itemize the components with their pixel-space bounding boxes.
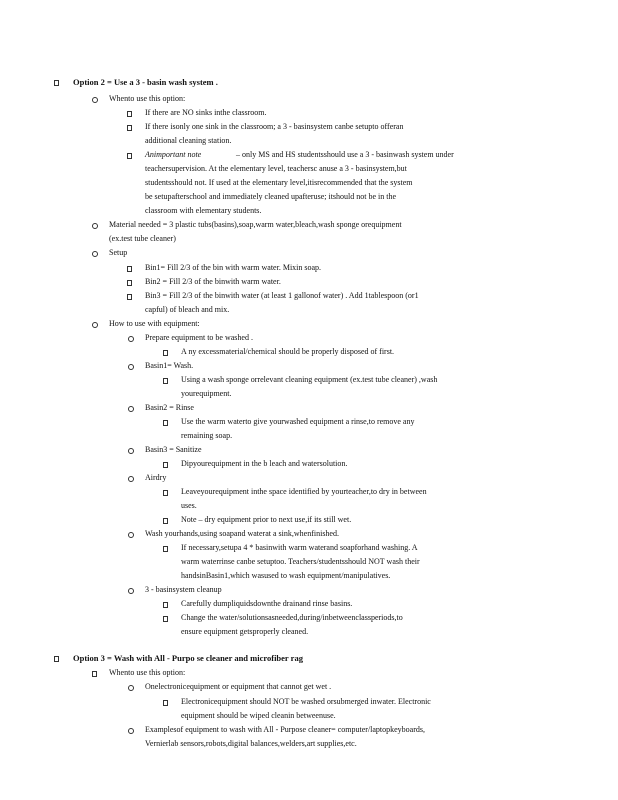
step-detail-text: Dipyourequipment in the b leach and watersolution. — [181, 459, 348, 468]
setup-item-text: Bin2 = Fill 2/3 of the binwith warm water. — [145, 277, 281, 286]
square-bullet-icon — [163, 349, 168, 359]
step-detail-text: Use the warm waterto give yourwashed equipment a rinse,to remove any — [181, 417, 415, 426]
step-label: Prepare equipment to be washed . — [145, 333, 253, 342]
step-label: Basin3 = Sanitize — [145, 445, 202, 454]
option-bullet-icon — [54, 655, 59, 665]
step-detail-text: uses. — [181, 501, 197, 510]
step-detail-text: handsinBasin1,which wasused to wash equipment/manipulatives. — [181, 571, 391, 580]
square-bullet-icon — [127, 110, 132, 120]
step-detail-text: A ny excessmaterial/chemical should be properly disposed of first. — [181, 347, 395, 356]
point-detail-text: equipment should be wiped cleanin betweenuse. — [181, 711, 336, 720]
when-to-use-label: Whento use this option: — [109, 668, 186, 677]
step-detail-text: yourequipment. — [181, 389, 232, 398]
square-bullet-icon — [163, 461, 168, 471]
step-detail-text: If necessary,setupa 4 * basinwith warm waterand soapforhand washing. A — [181, 543, 418, 552]
when-item-text: If there isonly one sink in the classroom; a 3 - basinsystem canbe setupto offeran — [145, 122, 404, 131]
important-note-label: Animportant note — [145, 150, 202, 159]
square-bullet-icon — [163, 419, 168, 429]
when-item-text: be setupafterschool and immediately cleaned upafteruse; itshould not be in the — [145, 192, 397, 201]
step-detail-text: Using a wash sponge orrelevant cleaning equipment (ex.test tube cleaner) ,wash — [181, 375, 438, 384]
circle-bullet-icon — [128, 684, 134, 694]
circle-bullet-icon — [128, 447, 134, 457]
square-bullet-icon — [163, 699, 168, 709]
how-to-use-label: How to use with equipment: — [109, 319, 200, 328]
option-bullet-icon — [54, 79, 59, 89]
square-bullet-icon — [127, 124, 132, 134]
when-item-text: If there are NO sinks inthe classroom. — [145, 108, 267, 117]
step-detail-text: Leaveyourequipment inthe space identified by yourteacher,to dry in between — [181, 487, 427, 496]
setup-label: Setup — [109, 248, 128, 257]
step-detail-text: ensure equipment getsproperly cleaned. — [181, 627, 309, 636]
circle-bullet-icon — [128, 335, 134, 345]
step-label: 3 - basinsystem cleanup — [145, 585, 222, 594]
circle-bullet-icon — [128, 727, 134, 737]
square-bullet-icon — [92, 670, 97, 680]
circle-bullet-icon — [128, 363, 134, 373]
step-detail-text: Carefully dumpliquidsdownthe drainand rinse basins. — [181, 599, 353, 608]
square-bullet-icon — [163, 517, 168, 527]
square-bullet-icon — [127, 265, 132, 275]
examples-text: Examplesof equipment to wash with All - Purpose cleaner= computer/laptopkeyboards, — [145, 725, 425, 734]
circle-bullet-icon — [128, 587, 134, 597]
material-needed-text: (ex.test tube cleaner) — [109, 234, 176, 243]
option3-heading: Option 3 = Wash with All - Purpo se cleaner and microfiber rag — [73, 653, 303, 663]
circle-bullet-icon — [92, 96, 98, 106]
circle-bullet-icon — [92, 222, 98, 232]
square-bullet-icon — [163, 615, 168, 625]
square-bullet-icon — [127, 279, 132, 289]
step-detail-text: remaining soap. — [181, 431, 233, 440]
when-item-text: additional cleaning station. — [145, 136, 232, 145]
square-bullet-icon — [163, 489, 168, 499]
square-bullet-icon — [163, 377, 168, 387]
point-label: Onelectronicequipment or equipment that cannot get wet . — [145, 682, 332, 691]
step-detail-text: warm waterrinse canbe setuptoo. Teachers/studentsshould NOT wash their — [181, 557, 420, 566]
setup-item-text: Bin1= Fill 2/3 of the bin with warm water. Mixin soap. — [145, 263, 322, 272]
circle-bullet-icon — [92, 250, 98, 260]
square-bullet-icon — [127, 293, 132, 303]
square-bullet-icon — [163, 545, 168, 555]
circle-bullet-icon — [92, 321, 98, 331]
circle-bullet-icon — [128, 531, 134, 541]
option2-heading: Option 2 = Use a 3 - basin wash system . — [73, 77, 218, 87]
square-bullet-icon — [163, 601, 168, 611]
when-to-use-label: Whento use this option: — [109, 94, 186, 103]
circle-bullet-icon — [128, 405, 134, 415]
step-label: Basin2 = Rinse — [145, 403, 194, 412]
step-detail-text: Note – dry equipment prior to next use,if its still wet. — [181, 515, 352, 524]
examples-text: Vernierlab sensors,robots,digital balances,welders,art supplies,etc. — [145, 739, 357, 748]
step-detail-text: Change the water/solutionsasneeded,during/inbetweenclassperiods,to — [181, 613, 403, 622]
when-item-text: studentsshould not. If used at the elementary level,itisrecommended that the system — [145, 178, 413, 187]
when-item-text: teachersupervision. At the elementary level, teachersc anuse a 3 - basinsystem,but — [145, 164, 407, 173]
setup-item-text: capful) of bleach and mix. — [145, 305, 230, 314]
step-label: Airdry — [145, 473, 167, 482]
square-bullet-icon — [127, 152, 132, 162]
material-needed-text: Material needed = 3 plastic tubs(basins),soap,warm water,bleach,wash sponge orequipment — [109, 220, 402, 229]
step-label: Wash yourhands,using soapand waterat a sink,whenfinished. — [145, 529, 339, 538]
when-item-text: classroom with elementary students. — [145, 206, 262, 215]
step-label: Basin1= Wash. — [145, 361, 194, 370]
setup-item-text: Bin3 = Fill 2/3 of the binwith water (at least 1 gallonof water) . Add 1tablespoon (or1 — [145, 291, 419, 300]
when-item-text: – only MS and HS studentsshould use a 3 - basinwash system under — [236, 150, 454, 159]
point-detail-text: Electronicequipment should NOT be washed orsubmerged inwater. Electronic — [181, 697, 431, 706]
circle-bullet-icon — [128, 475, 134, 485]
